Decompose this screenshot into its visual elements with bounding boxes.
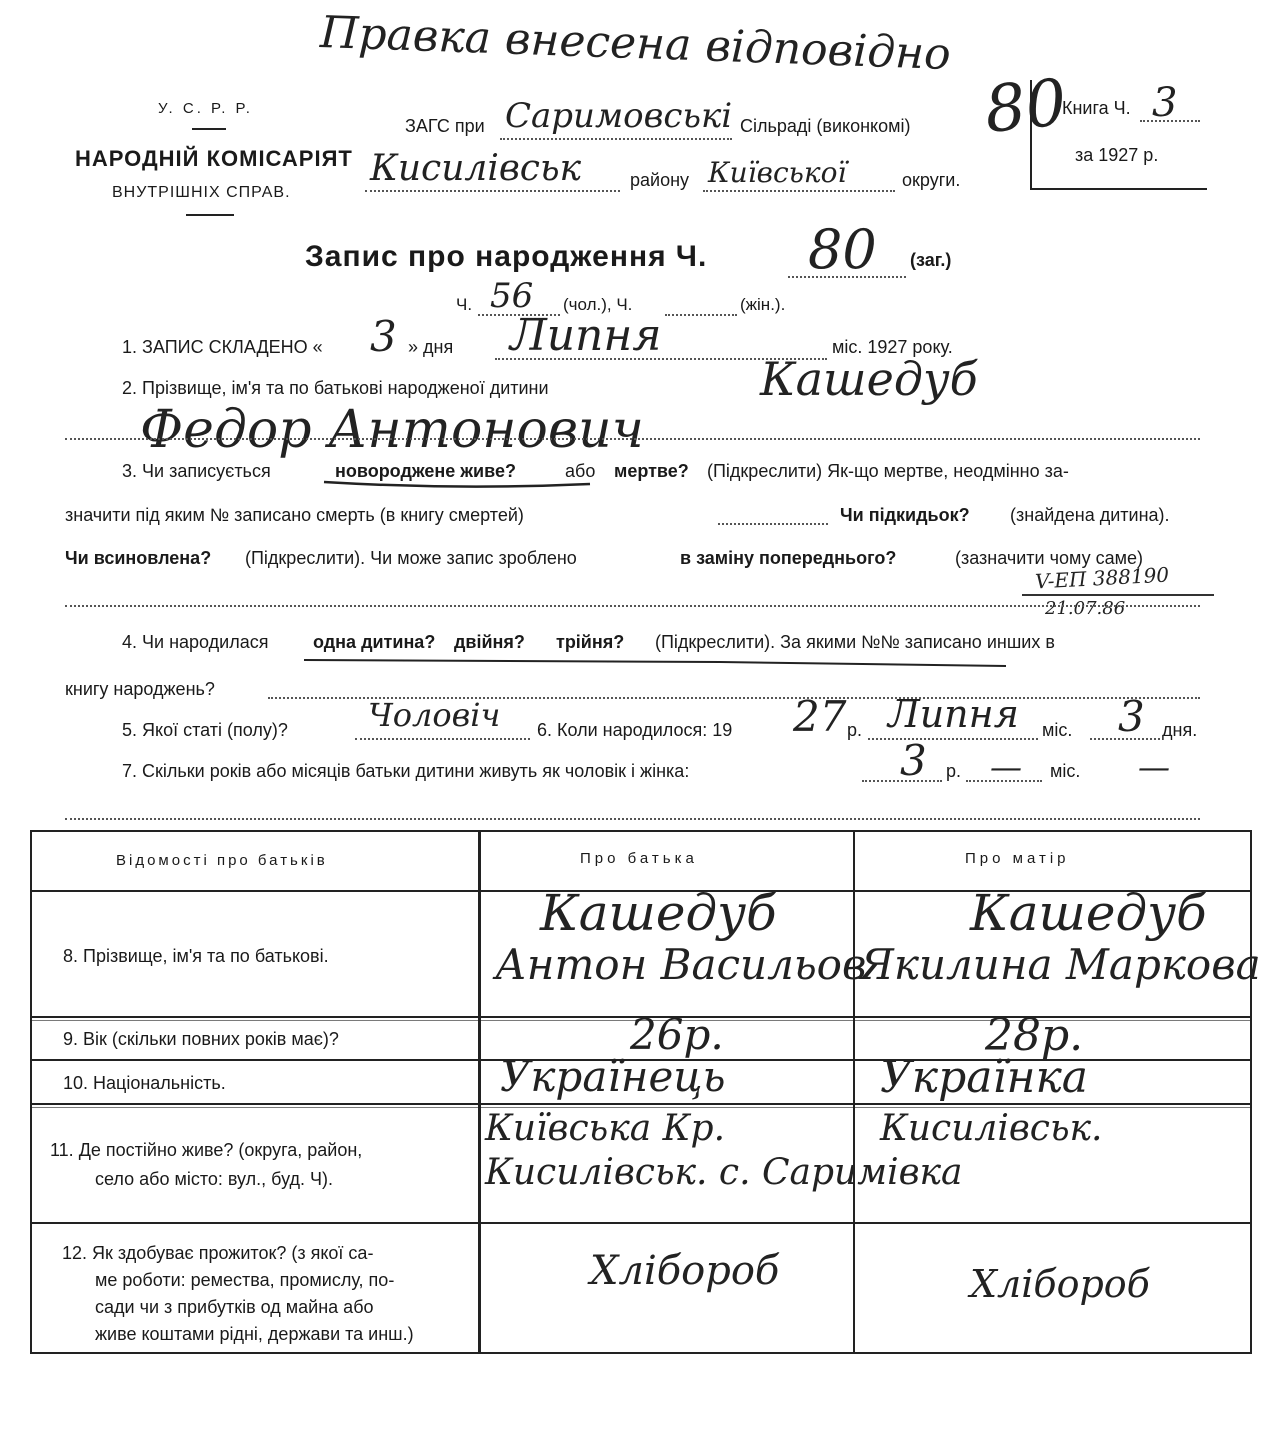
item4-one-child: одна дитина? xyxy=(313,632,436,652)
book-box xyxy=(1030,80,1207,190)
mother-residence: Кисилівськ. xyxy=(880,1108,1103,1149)
table-col-divider xyxy=(853,830,855,1354)
father-name: Антон Васильов xyxy=(495,940,867,989)
item3-death-number-line xyxy=(718,523,828,525)
table-bottom-rule xyxy=(30,1352,1252,1354)
mother-surname: Кашедуб xyxy=(970,884,1207,942)
table-row-label: 9. Вік (скільки повних років має)? xyxy=(63,1029,339,1049)
mother-occupation: Хлібороб xyxy=(970,1262,1150,1306)
item2-name-line xyxy=(65,438,1200,440)
father-surname: Кашедуб xyxy=(540,884,777,942)
one-child-underline xyxy=(300,654,1010,670)
zags-village-line xyxy=(500,138,732,140)
item7-end: — xyxy=(1138,748,1170,786)
item6-year-label: р. xyxy=(847,720,863,740)
item7-months: — xyxy=(990,748,1022,786)
item5-text: 5. Якої статі (полу)? xyxy=(122,720,288,740)
item7-text: 7. Скільки років або місяців батьки дитини живуть як чоловік і жінка: xyxy=(122,761,690,781)
zags-suffix: Сільраді (виконкомі) xyxy=(740,116,911,136)
table-row-divider xyxy=(30,1222,1252,1224)
item6-month: Липня xyxy=(888,692,1019,736)
item6-month-line xyxy=(868,738,1038,740)
record-title: Запис про народження Ч. xyxy=(305,240,708,273)
table-header-father: Про батька xyxy=(580,850,698,867)
book-year: за 1927 р. xyxy=(1075,145,1159,165)
father-residence-line2: Кисилівськ. с. Саримівка xyxy=(485,1152,963,1193)
item3-part2: (Підкреслити) Як-що мертве, неодмінно за- xyxy=(707,461,1069,481)
item1-day-label: » дня xyxy=(408,337,454,357)
item3-part1: 3. Чи записується xyxy=(122,461,271,481)
item3-annotation-rule xyxy=(1022,594,1214,596)
item1-text: 1. ЗАПИС СКЛАДЕНО « xyxy=(122,337,323,357)
father-nationality: Українець xyxy=(500,1052,726,1101)
book-number: 3 xyxy=(1152,80,1178,126)
male-number-label: (чол.), Ч. xyxy=(563,295,633,314)
father-occupation: Хлібороб xyxy=(590,1248,780,1294)
table-header-info: Відомості про батьків xyxy=(116,852,328,869)
item6-day-label: дня. xyxy=(1162,720,1198,740)
female-number-line xyxy=(665,314,737,316)
item1-month: Липня xyxy=(510,310,662,361)
item2-surname: Кашедуб xyxy=(760,352,978,406)
table-row-label: 10. Національність. xyxy=(63,1073,226,1093)
item6-day: 3 xyxy=(1118,692,1145,741)
item3-reason-line xyxy=(65,605,1200,607)
item3-annotation-code: V-ЕП 388190 xyxy=(1034,562,1170,594)
item4-line2: книгу народжень? xyxy=(65,679,215,699)
item7-years-label: р. xyxy=(946,761,962,781)
record-number: 80 xyxy=(808,218,877,281)
table-border-left xyxy=(30,830,32,1354)
father-residence-line1: Київська Кр. xyxy=(485,1108,726,1149)
female-number-label: (жін.). xyxy=(740,295,786,314)
item3-replace: в заміну попереднього? xyxy=(680,548,897,568)
table-header-mother: Про матір xyxy=(965,850,1070,867)
alive-underline xyxy=(322,478,592,492)
item2-text: 2. Прізвище, ім'я та по батькові народженої дитини xyxy=(122,378,549,398)
table-border-right xyxy=(1250,830,1252,1354)
item7-years: 3 xyxy=(900,736,927,785)
book-number-line xyxy=(1140,120,1200,122)
item4-part2: (Підкреслити). За якими №№ записано инших в xyxy=(655,632,1055,652)
item7-months-label: міс. xyxy=(1050,761,1081,781)
book-label: Книга Ч. xyxy=(1062,98,1131,118)
male-number-prefix: Ч. xyxy=(456,295,473,314)
raion-label: району xyxy=(630,170,690,190)
raion-line xyxy=(365,190,620,192)
table-row-label-line4: живе коштами рідні, держави та инш.) xyxy=(95,1324,414,1344)
item7-cont-line xyxy=(65,818,1200,820)
item6-day-line xyxy=(1090,738,1160,740)
male-number: 56 xyxy=(490,276,534,316)
table-row-label-line1: 11. Де постійно живе? (округа, район, xyxy=(50,1140,363,1160)
father-age: 26р. xyxy=(630,1010,724,1059)
record-title-suffix: (заг.) xyxy=(910,250,952,270)
table-col-divider xyxy=(478,830,481,1354)
raion-value: Кисилівськ xyxy=(370,148,582,189)
item1-day: 3 xyxy=(370,312,397,361)
okruha-value: Київської xyxy=(708,156,847,189)
item3-line3: (Підкреслити). Чи може запис зроблено xyxy=(245,548,577,568)
handwritten-correction-note: Правка внесена відповідно xyxy=(319,7,952,80)
item4-triplets: трійня? xyxy=(556,632,625,652)
item6-month-label: міс. xyxy=(1042,720,1073,740)
zags-prefix: ЗАГС при xyxy=(405,116,485,136)
item3-found-child: (знайдена дитина). xyxy=(1010,505,1170,525)
item3-alive-option: новороджене живе? xyxy=(335,461,516,481)
mother-nationality: Українка xyxy=(880,1052,1089,1103)
mother-age: 28р. xyxy=(985,1010,1084,1061)
table-border-top xyxy=(30,830,1252,832)
item7-months-line xyxy=(966,780,1042,782)
item4-twins: двійня? xyxy=(454,632,525,652)
table-row-label-line2: ме роботи: ремества, промислу, по- xyxy=(95,1270,395,1290)
table-row-label-line1: 12. Як здобуває прожиток? (з якої са- xyxy=(62,1243,374,1263)
item7-years-line xyxy=(862,780,942,782)
divider xyxy=(186,214,234,216)
item2-name: Федор Антонович xyxy=(140,400,644,460)
table-row-label: 8. Прізвище, ім'я та по батькові. xyxy=(63,946,329,966)
okruha-label: округи. xyxy=(902,170,961,190)
item3-adopted: Чи всиновлена? xyxy=(65,548,212,568)
item3-dead-option: мертве? xyxy=(614,461,689,481)
item5-sex-line xyxy=(355,738,530,740)
table-row-label-line3: сади чи з прибутків од майна або xyxy=(95,1297,374,1317)
item3-foundling: Чи підкидьок? xyxy=(840,505,970,525)
item1-tail: міс. 1927 року. xyxy=(832,337,953,357)
zags-village-value: Саримовські xyxy=(505,96,733,136)
item3-line2: значити під яким № записано смерть (в книгу смертей) xyxy=(65,505,524,525)
table-row-divider xyxy=(30,1103,1252,1105)
item3-annotation-date: 21.07.86 xyxy=(1045,598,1126,619)
republic-label: У. С. Р. Р. xyxy=(158,100,253,117)
item3-or: або xyxy=(565,461,596,481)
mother-name: Якилина Маркова xyxy=(860,940,1261,989)
commissariat-label: НАРОДНІЙ КОМІСАРІЯТ xyxy=(75,146,353,171)
item4-part1: 4. Чи народилася xyxy=(122,632,269,652)
item6-year: 27 xyxy=(793,692,847,741)
divider xyxy=(192,128,226,130)
department-label: ВНУТРІШНІХ СПРАВ. xyxy=(112,184,291,201)
item6-text: 6. Коли народилося: 19 xyxy=(537,720,733,740)
item5-sex: Чоловіч xyxy=(368,696,501,734)
handwritten-corner-number: 80 xyxy=(981,65,1071,149)
okruha-line xyxy=(703,190,895,192)
table-row-label-line2: село або місто: вул., буд. Ч). xyxy=(95,1169,333,1189)
item3-reason: (зазначити чому саме) xyxy=(955,548,1143,568)
